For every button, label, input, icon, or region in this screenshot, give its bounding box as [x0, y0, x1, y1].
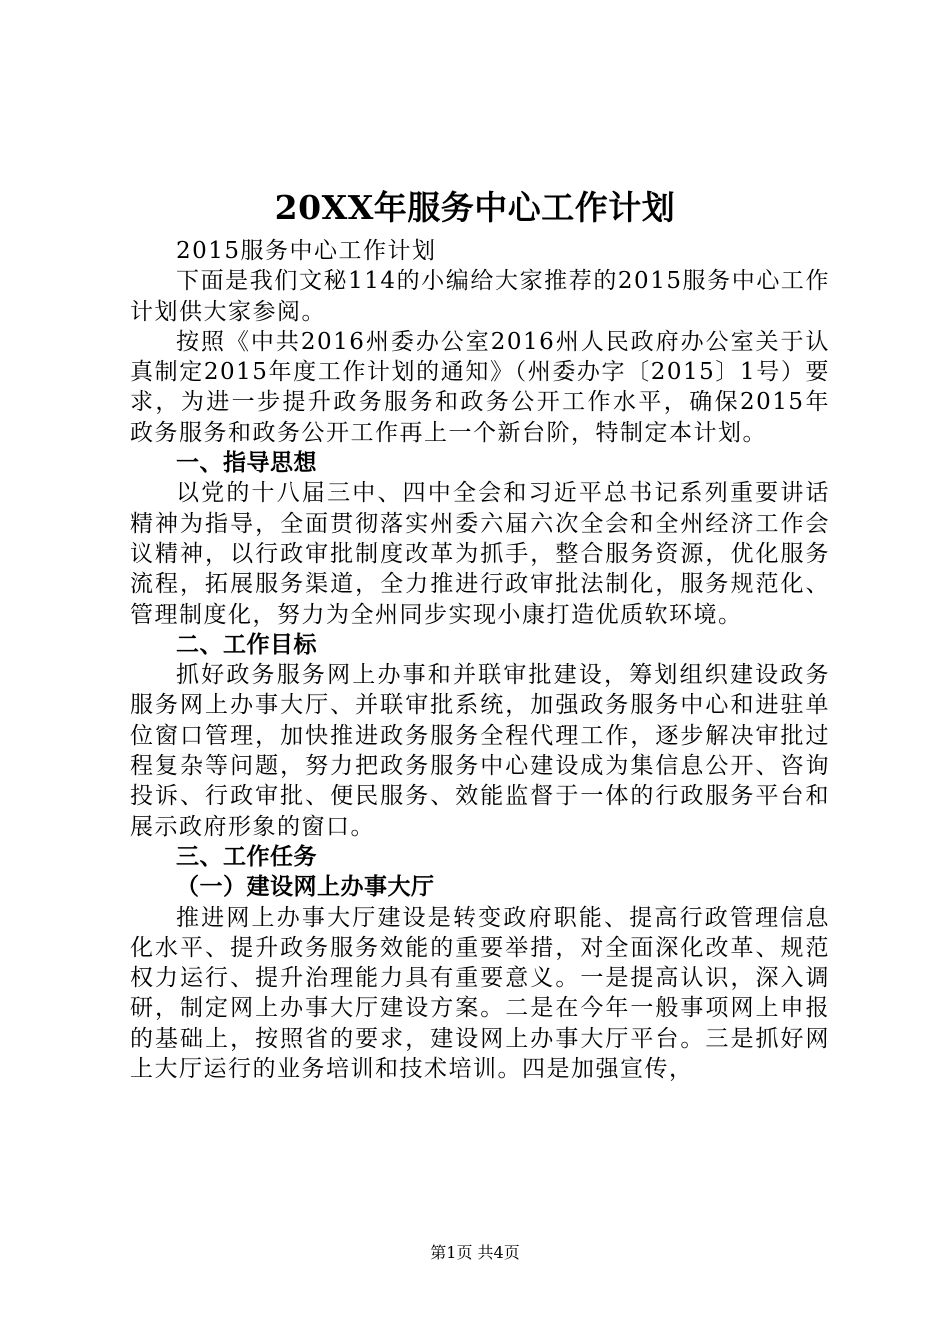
intro-paragraph: 下面是我们文秘114的小编给大家推荐的2015服务中心工作计划供大家参阅。	[130, 268, 830, 325]
section-heading-guiding-thought: 一、指导思想	[176, 450, 317, 477]
subtitle-paragraph: 2015服务中心工作计划	[176, 238, 437, 264]
preamble-paragraph: 按照《中共2016州委办公室2016州人民政府办公室关于认真制定2015年度工作计划的通知》（州委办字〔2015〕1号）要求，为进一步提升政务服务和政务公开工作水平，确保2015年政务服务和政务公开工作再上一个新台阶，特制定本计划。	[130, 328, 830, 446]
document-title: 20XX年服务中心工作计划	[274, 188, 676, 227]
document-body	[130, 236, 830, 1084]
section-heading-work-goals: 二、工作目标	[176, 631, 317, 658]
section-text-work-goals: 抓好政务服务网上办事和并联审批建设，筹划组织建设政务服务网上办事大厅、并联审批系统，加强政务服务中心和进驻单位窗口管理，加快推进政务服务全程代理工作，逐步解决审批过程复杂等问题，努力把政务服务中心建设成为集信息公开、咨询投诉、行政审批、便民服务、效能监督于一体的行政服务平台和展示政府形象的窗口。	[130, 662, 830, 840]
section-text-guiding-thought: 以党的十八届三中、四中全会和习近平总书记系列重要讲话精神为指导，全面贯彻落实州委六届六次全会和全州经济工作会议精神，以行政审批制度改革为抓手，整合服务资源，优化服务流程，拓展服务渠道，全力推进行政审批法制化，服务规范化、管理制度化，努力为全州同步实现小康打造优质软环境。	[130, 480, 830, 628]
page-footer: 第1页 共4页	[430, 1243, 520, 1262]
subsection-text-online-hall: 推进网上办事大厅建设是转变政府职能、提高行政管理信息化水平、提升政务服务效能的重要举措，对全面深化改革、规范权力运行、提升治理能力具有重要意义。一是提高认识，深入调研，制定网上办事大厅建设方案。二是在今年一般事项网上申报的基础上，按照省的要求，建设网上办事大厅平台。三是抓好网上大厅运行的业务培训和技术培训。四是加强宣传，	[130, 904, 830, 1083]
subsection-heading-online-hall: （一）建设网上办事大厅	[176, 874, 435, 901]
section-heading-work-tasks: 三、工作任务	[176, 843, 317, 870]
